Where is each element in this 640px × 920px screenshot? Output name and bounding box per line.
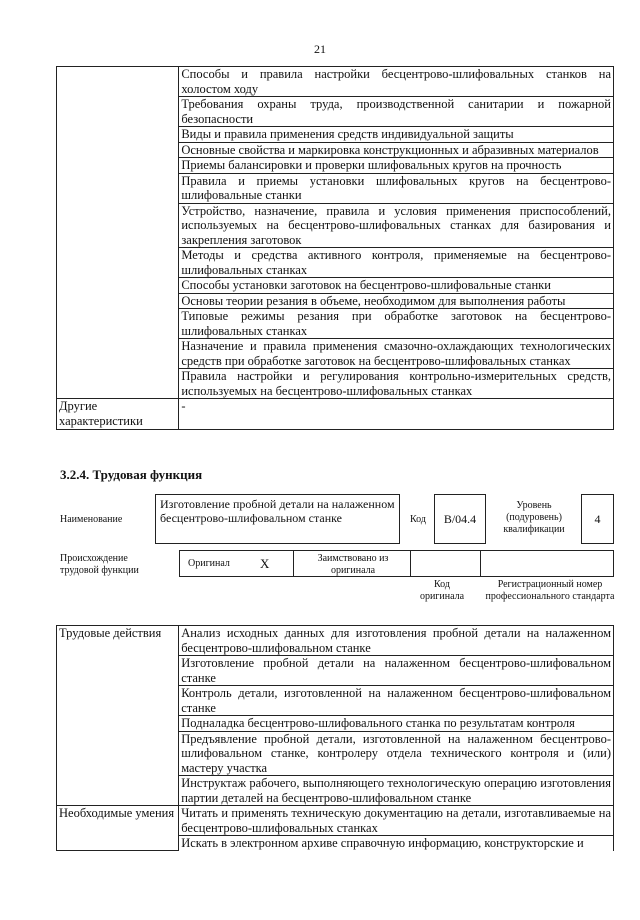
name-box	[155, 494, 400, 544]
action-item: Изготовление пробной детали на налаженном бесцентрово-шлифовальном станке	[179, 656, 614, 686]
function-name: Изготовление пробной детали на налаженном бесцентрово-шлифовальном станке	[160, 497, 395, 525]
knowledge-item: Основные свойства и маркировка конструкционных и абразивных материалов	[179, 142, 614, 158]
actions-label: Трудовые действия	[57, 626, 179, 806]
code-value: В/04.4	[443, 512, 477, 526]
action-item: Инструктаж рабочего, выполняющего технологическую операцию изготовления партии деталей на бесцентрово-шлифовальном станке	[179, 776, 614, 806]
divider	[480, 551, 481, 577]
other-characteristics-value: -	[179, 399, 614, 430]
knowledge-item: Правила и приемы установки шлифовальных кругов на бесцентрово-шлифовальные станки	[179, 173, 614, 203]
knowledge-item: Основы теории резания в объеме, необходимом для выполнения работы	[179, 293, 614, 309]
knowledge-item: Требования охраны труда, производственной санитарии и пожарной безопасности	[179, 97, 614, 127]
reg-number-label: Регистрационный номер профессионального стандарта	[485, 579, 615, 602]
knowledge-item: Способы и правила настройки бесцентрово-шлифовальных станков на холостом ходу	[179, 67, 614, 97]
original-mark: X	[260, 556, 270, 571]
skill-item: Читать и применять техническую документацию на детали, изготавливаемые на бесцентрово-шлифовальных станках	[179, 806, 614, 836]
knowledge-item: Назначение и правила применения смазочно-охлаждающих технологических средств при обработке заготовок на бесцентрово-шлифовальных станках	[179, 339, 614, 369]
knowledge-item: Способы установки заготовок на бесцентрово-шлифовальные станки	[179, 278, 614, 294]
origin-label: Происхождение трудовой функции	[60, 553, 139, 576]
code-label: Код	[410, 514, 426, 525]
page-number: 21	[314, 42, 326, 56]
level-value: 4	[594, 512, 601, 526]
section-heading: 3.2.4. Трудовая функция	[60, 467, 203, 482]
code-box	[434, 494, 486, 544]
knowledge-item: Устройство, назначение, правила и условия применения приспособлений, используемых на бесцентрово-шлифовальных станках для базирования и закрепления заготовок	[179, 203, 614, 248]
skill-item: Искать в электронном архиве справочную информацию, конструкторские и	[179, 836, 614, 851]
knowledge-table	[56, 66, 614, 430]
name-label: Наименование	[60, 514, 123, 525]
knowledge-item: Типовые режимы резания при обработке заготовок на бесцентрово-шлифовальных станках	[179, 309, 614, 339]
borrowed-label: Заимствовано из оригинала	[317, 553, 389, 576]
other-characteristics-label: Другие характеристики	[57, 399, 179, 430]
divider	[410, 551, 411, 577]
code-original-label: Код оригинала	[419, 579, 465, 602]
level-label: Уровень (подуровень) квалификации	[503, 500, 565, 535]
knowledge-item: Правила настройки и регулирования контрольно-измерительных средств, используемых на бесцентрово-шлифовальных станках	[179, 369, 614, 399]
knowledge-item: Методы и средства активного контроля, применяемые на бесцентрово-шлифовальных станках	[179, 248, 614, 278]
action-item: Подналадка бесцентрово-шлифовального станка по результатам контроля	[179, 716, 614, 732]
action-item: Предъявление пробной детали, изготовленной на налаженном бесцентрово-шлифовальном станке, контролеру отдела технического контроля и (или) мастеру участка	[179, 731, 614, 776]
action-item: Анализ исходных данных для изготовления пробной детали на налаженном бесцентрово-шлифовальном станке	[179, 626, 614, 656]
action-item: Контроль детали, изготовленной на налаженном бесцентрово-шлифовальном станке	[179, 686, 614, 716]
labor-actions-table	[56, 625, 614, 851]
divider	[293, 551, 294, 577]
skills-label: Необходимые умения	[57, 806, 179, 851]
knowledge-item: Виды и правила применения средств индивидуальной защиты	[179, 127, 614, 143]
level-box	[581, 494, 614, 544]
origin-box	[179, 550, 614, 577]
knowledge-label-cell	[57, 67, 179, 399]
original-label: Оригинал	[188, 558, 230, 569]
knowledge-item: Приемы балансировки и проверки шлифовальных кругов на прочность	[179, 158, 614, 174]
